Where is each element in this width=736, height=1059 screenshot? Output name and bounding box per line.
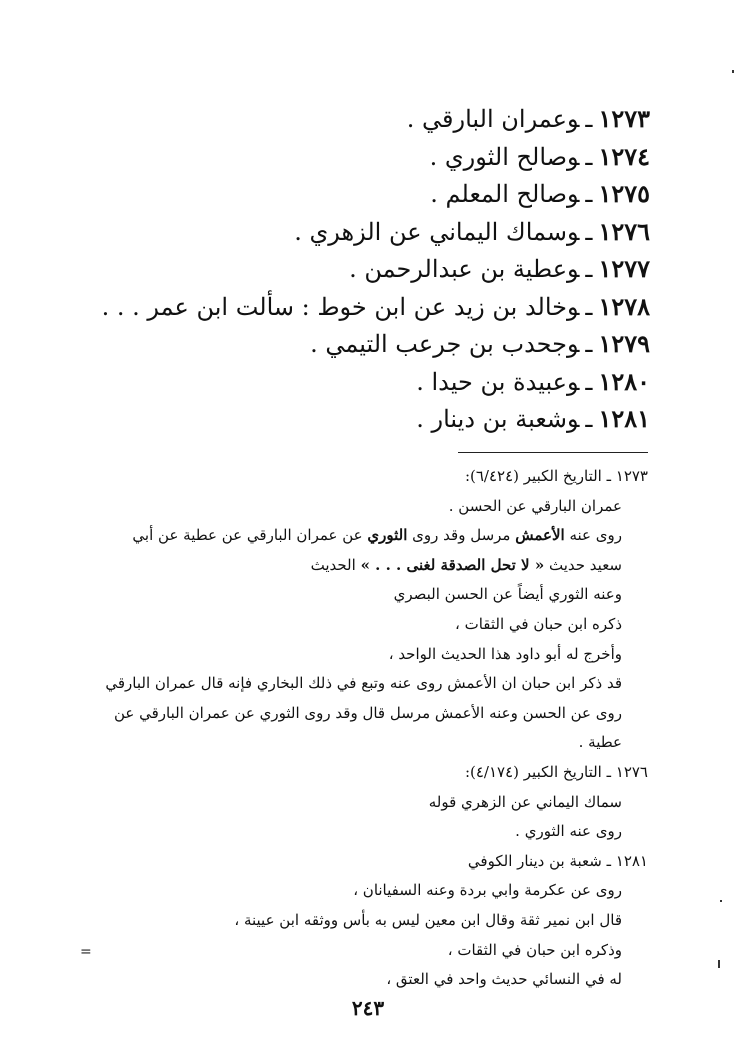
entry-text: وصالح المعلم . [430,180,580,208]
list-item: ١٢٧٧ـوعطية بن عبدالرحمن . [349,254,650,283]
entry-number: ١٢٨١ [598,404,650,433]
narrator-list [70,100,650,438]
entry-text: وشعبة بن دينار . [416,405,580,433]
list-item: ١٢٧٨ـوخالد بن زيد عن ابن خوط : سألت ابن عمر . . . [101,291,650,321]
footnote-line: وذكره ابن حبان في الثقات ، [447,940,622,959]
footnote-line: عطية . [578,733,622,752]
scan-speck [718,960,720,968]
entry-number: ١٢٧٣ [598,104,650,133]
page-number: ٢٤٣ [351,996,385,1020]
entry-number: ١٢٧٧ [598,254,650,283]
footnote-line: روى عن عكرمة وابي بردة وعنه السفيانان ، [353,881,622,900]
scan-speck [720,900,722,902]
footnote-line: وعنه الثوري أيضاً عن الحسن البصري [393,585,622,604]
entry-number: ١٢٨٠ [598,366,650,396]
entry-text: وسماك اليماني عن الزهري . [294,217,580,246]
hadith-quote: « لا تحل الصدقة لغنى . . . » [360,555,545,574]
bold-name: الثوري [367,526,408,545]
entry-text: وعبيدة بن حيدا . [416,367,580,396]
entry-text: وخالد بن زيد عن ابن خوط : سألت ابن عمر . . . [101,292,580,321]
list-item: ١٢٧٤ـوصالح الثوري . [429,141,650,171]
entry-text: وعطية بن عبدالرحمن . [349,255,580,283]
footnote-line: روى عن الحسن وعنه الأعمش مرسل قال وقد روى الثوري عن عمران البارقي عن [114,703,622,722]
footnote-line: قال ابن نمير ثقة وقال ابن معين ليس به بأس ووثقه ابن عيينة ، [234,910,622,929]
list-item: ١٢٧٦ـوسماك اليماني عن الزهري . [294,216,650,246]
list-item: ١٢٧٥ـوصالح المعلم . [430,179,650,208]
footnote-line: روى عنه الأعمش مرسل وقد روى الثوري عن عمران البارقي عن عطية عن أبي [132,526,622,545]
footnote-heading: ١٢٧٣ ـ التاريخ الكبير (٦/٤٢٤): [464,467,648,485]
footnote-heading: ١٢٧٦ ـ التاريخ الكبير (٤/١٧٤): [464,762,648,781]
footnote-line: سماك اليماني عن الزهري قوله [428,792,622,811]
footnote-line: ذكره ابن حبان في الثقات ، [455,614,622,633]
list-item: ١٢٧٩ـوجحدب بن جرعب التيمي . [310,329,650,358]
footnote-line: روى عنه الثوري . [515,822,622,841]
footnote-line: سعيد حديث « لا تحل الصدقة لغنى . . . » الحديث [310,555,622,574]
entry-number: ١٢٧٥ [598,179,650,208]
entry-text: وجحدب بن جرعب التيمي . [310,330,580,358]
entry-text: وصالح الثوري . [429,142,580,171]
bold-name: الأعمش [515,526,565,545]
footnote-line: عمران البارقي عن الحسن . [448,496,622,515]
footnotes [70,462,648,995]
entry-text: وعمران البارقي . [406,105,580,133]
scan-speck [732,70,734,73]
entry-number: ١٢٧٨ [598,291,650,321]
footnote-divider [458,452,648,453]
entry-number: ١٢٧٦ [598,216,650,246]
entry-number: ١٢٧٤ [598,141,650,171]
margin-mark: = [80,944,92,960]
footnote-line: وأخرج له أبو داود هذا الحديث الواحد ، [388,644,622,663]
footnote-line: قد ذكر ابن حبان ان الأعمش روى عنه وتبع في ذلك البخاري فإنه قال عمران البارقي [105,674,622,693]
list-item: ١٢٧٣ـوعمران البارقي . [406,104,650,133]
entry-number: ١٢٧٩ [598,329,650,358]
list-item: ١٢٨٠ـوعبيدة بن حيدا . [416,366,650,396]
footnote-heading: ١٢٨١ ـ شعبة بن دينار الكوفي [467,851,648,870]
footnote-line: له في النسائي حديث واحد في العتق ، [386,970,622,989]
list-item: ١٢٨١ـوشعبة بن دينار . [416,404,650,433]
